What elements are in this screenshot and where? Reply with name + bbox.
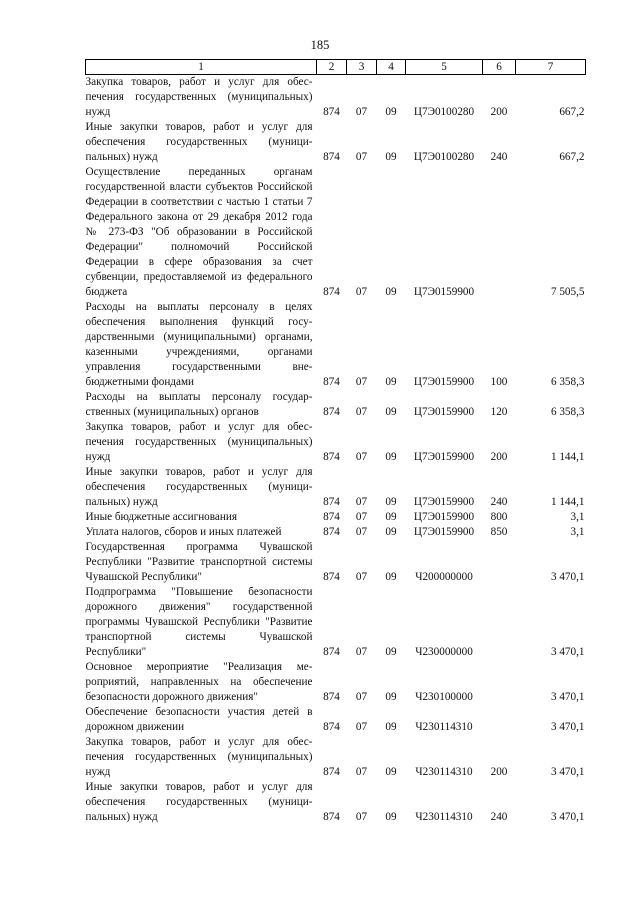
table-row <box>86 585 586 660</box>
row-target-article: Ц7Э0159900 <box>413 406 475 418</box>
table-body <box>86 75 586 826</box>
row-amount: 667,2 <box>559 151 585 163</box>
row-section: 07 <box>355 451 368 463</box>
header-col-6: 6 <box>483 60 516 75</box>
row-amount: 3 470,1 <box>550 646 585 658</box>
row-subsection: 09 <box>385 766 397 778</box>
row-amount: 3,1 <box>570 511 585 523</box>
row-ministry-code: 874 <box>323 496 340 508</box>
row-section: 07 <box>355 571 368 583</box>
row-expense-type: 200 <box>490 106 508 118</box>
row-subsection: 09 <box>385 106 397 118</box>
table-row <box>86 780 586 825</box>
row-ministry-code: 874 <box>323 286 340 298</box>
row-ministry-code: 874 <box>323 406 340 418</box>
row-target-article: Ц7Э0159900 <box>413 511 475 523</box>
row-description: Расходы на выплаты персоналу в целях обеспечения выполнения функций государственными (муниципальными) органами, казенными учреждениями, органами управления государственными внебюджетными фондами <box>85 301 313 388</box>
header-col-4: 4 <box>377 60 406 75</box>
row-description: Основное мероприятие "Реализация мероприятий, направленных на обеспечение безопасности дорожного движения" <box>85 661 313 703</box>
row-ministry-code: 874 <box>323 691 340 703</box>
row-target-article: Ц7Э0159900 <box>413 526 475 538</box>
row-amount: 1 144,1 <box>550 496 585 508</box>
row-amount: 3 470,1 <box>550 811 585 823</box>
table-row <box>86 465 586 510</box>
row-amount: 3 470,1 <box>550 571 585 583</box>
row-expense-type: 800 <box>490 511 508 523</box>
table-row <box>86 390 586 420</box>
row-description: Уплата налогов, сборов и иных платежей <box>85 526 282 538</box>
row-amount: 667,2 <box>559 106 585 118</box>
row-amount: 1 144,1 <box>550 451 585 463</box>
row-subsection: 09 <box>385 451 397 463</box>
row-amount: 6 358,3 <box>550 406 585 418</box>
row-section: 07 <box>355 376 368 388</box>
header-row <box>86 60 586 75</box>
row-expense-type <box>483 585 516 660</box>
table-row <box>86 660 586 705</box>
row-expense-type: 120 <box>490 406 508 418</box>
row-subsection: 09 <box>385 721 397 733</box>
table-row <box>86 525 586 540</box>
row-section: 07 <box>355 406 368 418</box>
row-subsection: 09 <box>385 691 397 703</box>
table-row <box>86 300 586 390</box>
row-target-article: Ц7Э0100280 <box>413 151 475 163</box>
header-col-1: 1 <box>86 60 317 75</box>
row-target-article: Ц7Э0100280 <box>413 106 475 118</box>
row-expense-type <box>483 660 516 705</box>
table-row <box>86 75 586 121</box>
row-ministry-code: 874 <box>323 511 340 523</box>
row-expense-type <box>483 705 516 735</box>
table-row <box>86 120 586 165</box>
row-target-article: Ц7Э0159900 <box>413 286 475 298</box>
row-expense-type: 200 <box>490 766 508 778</box>
table-header <box>86 60 586 75</box>
row-target-article: Ч230114310 <box>415 721 473 733</box>
header-col-3: 3 <box>347 60 377 75</box>
row-subsection: 09 <box>385 526 397 538</box>
row-target-article: Ч230114310 <box>415 766 473 778</box>
row-ministry-code: 874 <box>323 526 340 538</box>
row-subsection: 09 <box>385 496 397 508</box>
row-ministry-code: 874 <box>323 451 340 463</box>
row-ministry-code: 874 <box>323 151 340 163</box>
header-col-5: 5 <box>406 60 483 75</box>
row-ministry-code: 874 <box>323 106 340 118</box>
row-target-article: Ц7Э0159900 <box>413 496 475 508</box>
table-row <box>86 420 586 465</box>
row-ministry-code: 874 <box>323 811 340 823</box>
budget-table <box>85 59 586 825</box>
row-subsection: 09 <box>385 151 397 163</box>
row-ministry-code: 874 <box>323 721 340 733</box>
row-target-article: Ч230100000 <box>415 691 473 703</box>
row-subsection: 09 <box>385 646 397 658</box>
table-row <box>86 735 586 780</box>
row-expense-type: 240 <box>490 811 508 823</box>
row-ministry-code: 874 <box>323 571 340 583</box>
row-section: 07 <box>355 811 368 823</box>
row-description: Закупка товаров, работ и услуг для обеспечения государственных (муниципальных) нужд <box>85 736 313 778</box>
row-description: Иные закупки товаров, работ и услуг для обеспечения государственных (муниципальных) нужд <box>85 121 313 163</box>
row-ministry-code: 874 <box>323 376 340 388</box>
row-expense-type <box>483 540 516 585</box>
row-description: Расходы на выплаты персоналу государственных (муниципальных) органов <box>85 391 313 418</box>
row-subsection: 09 <box>385 406 397 418</box>
row-subsection: 09 <box>385 376 397 388</box>
row-description: Иные бюджетные ассигнования <box>85 511 237 523</box>
row-expense-type: 240 <box>490 151 508 163</box>
row-target-article: Ц7Э0159900 <box>413 451 475 463</box>
row-target-article: Ч200000000 <box>415 571 473 583</box>
row-section: 07 <box>355 496 368 508</box>
row-section: 07 <box>355 691 368 703</box>
row-subsection: 09 <box>385 511 397 523</box>
row-amount: 3,1 <box>570 526 585 538</box>
row-subsection: 09 <box>385 286 397 298</box>
row-expense-type: 850 <box>490 526 508 538</box>
row-ministry-code: 874 <box>323 766 340 778</box>
row-target-article: Ч230114310 <box>415 811 473 823</box>
row-expense-type: 100 <box>490 376 508 388</box>
row-expense-type <box>483 165 516 300</box>
row-amount: 6 358,3 <box>550 376 585 388</box>
table-row <box>86 705 586 735</box>
row-description: Подпрограмма "Повышение безопасности дорожного движения" государственной программы Чувашской Республики "Развитие транспортной системы Чувашской Республики" <box>85 586 313 658</box>
table-row <box>86 510 586 525</box>
row-section: 07 <box>355 286 368 298</box>
row-section: 07 <box>355 511 368 523</box>
row-target-article: Ч230000000 <box>415 646 473 658</box>
row-ministry-code: 874 <box>323 646 340 658</box>
row-expense-type: 200 <box>490 451 508 463</box>
row-description: Иные закупки товаров, работ и услуг для обеспечения государственных (муниципальных) нужд <box>85 781 313 823</box>
row-amount: 3 470,1 <box>550 691 585 703</box>
row-description: Закупка товаров, работ и услуг для обеспечения государственных (муниципальных) нужд <box>85 421 313 463</box>
header-col-2: 2 <box>317 60 347 75</box>
row-section: 07 <box>355 721 368 733</box>
row-expense-type: 240 <box>490 496 508 508</box>
row-section: 07 <box>355 766 368 778</box>
row-section: 07 <box>355 151 368 163</box>
row-description: Государственная программа Чувашской Республики "Развитие транспортной системы Чувашской Республики" <box>85 541 313 583</box>
row-description: Осуществление переданных органам государственной власти субъектов Российской Федерации в соответствии с частью 1 статьи 7 Федерального закона от 29 декабря 2012 года № 273-ФЗ "Об образовании в Российской Федерации" полномочий Российской Федерации в сфере образования за счет субвенции, предоставляемой из федерального бюджета <box>85 166 313 298</box>
row-description: Иные закупки товаров, работ и услуг для обеспечения государственных (муниципальных) нужд <box>85 466 313 508</box>
row-amount: 3 470,1 <box>550 766 585 778</box>
page-number: 185 <box>310 38 330 52</box>
row-description: Закупка товаров, работ и услуг для обеспечения государственных (муниципальных) нужд <box>85 76 313 118</box>
row-amount: 7 505,5 <box>550 286 585 298</box>
table-row <box>86 540 586 585</box>
header-col-7: 7 <box>516 60 586 75</box>
table-row <box>86 165 586 300</box>
row-amount: 3 470,1 <box>550 721 585 733</box>
row-target-article: Ц7Э0159900 <box>413 376 475 388</box>
row-description: Обеспечение безопасности участия детей в дорожном движении <box>85 706 313 733</box>
row-section: 07 <box>355 526 368 538</box>
row-section: 07 <box>355 646 368 658</box>
row-section: 07 <box>355 106 368 118</box>
row-subsection: 09 <box>385 571 397 583</box>
row-subsection: 09 <box>385 811 397 823</box>
